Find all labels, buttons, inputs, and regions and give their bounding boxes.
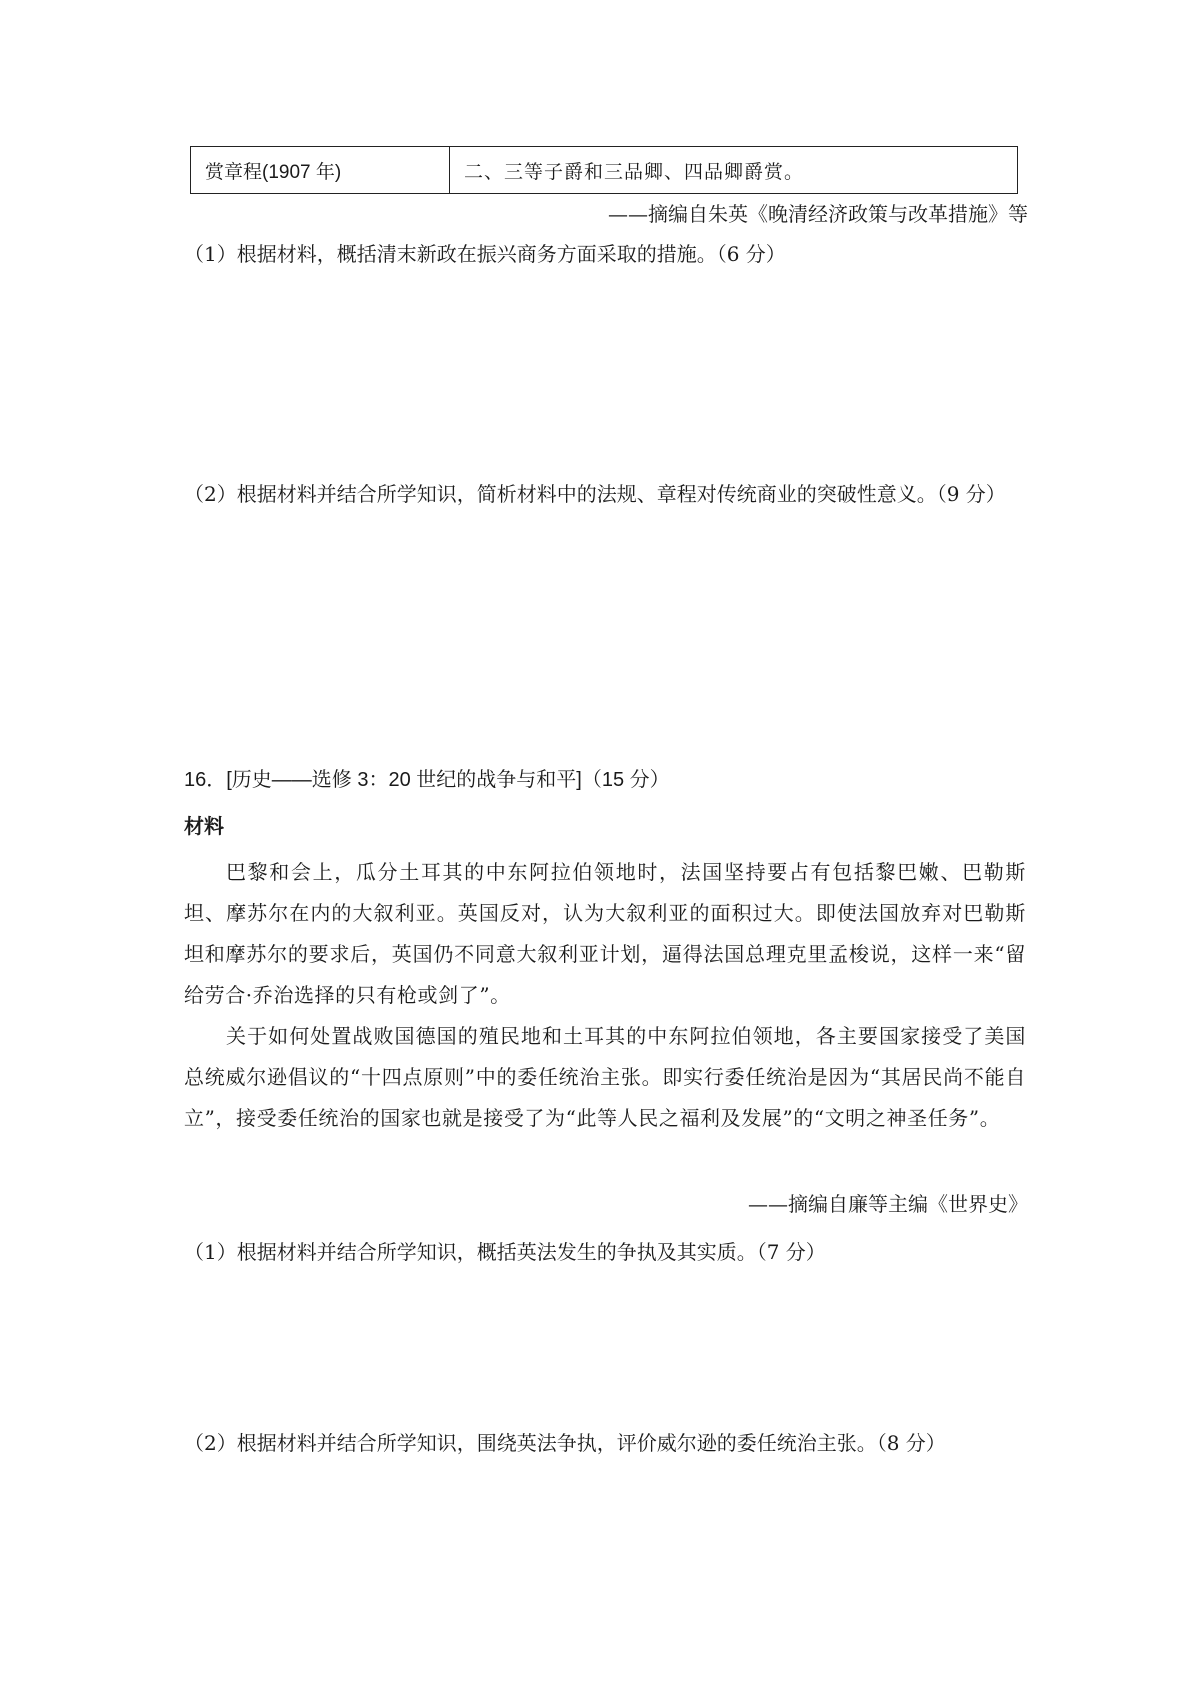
table-row [191,147,1018,194]
source-citation-2: ——摘编自廉等主编《世界史》 [748,1192,1028,1216]
question-16-2: （2）根据材料并结合所学知识，围绕英法争执，评价威尔逊的委任统治主张。（8 分） [184,1431,946,1455]
question-15-2: （2）根据材料并结合所学知识，简析材料中的法规、章程对传统商业的突破性意义。（9 分） [184,482,1006,506]
continued-table [190,146,1018,194]
table-cell-left: 赏章程(1907 年) [191,147,450,194]
question-15-1: （1）根据材料，概括清末新政在振兴商务方面采取的措施。（6 分） [184,242,786,266]
material-paragraph-2: 关于如何处置战败国德国的殖民地和土耳其的中东阿拉伯领地，各主要国家接受了美国总统威尔逊倡议的“十四点原则”中的委任统治主张。即实行委任统治是因为“其居民尚不能自立”，接受委任统治的国家也就是接受了为“此等人民之福利及发展”的“文明之神圣任务”。 [184,1024,1026,1130]
table-cell-right: 二、三等子爵和三品卿、四品卿爵赏。 [450,147,1018,194]
question-16-heading: 16．[历史——选修 3：20 世纪的战争与和平]（15 分） [184,769,670,791]
source-citation-1: ——摘编自朱英《晚清经济政策与改革措施》等 [608,202,1028,226]
question-16-1: （1）根据材料并结合所学知识，概括英法发生的争执及其实质。（7 分） [184,1240,826,1264]
material-label: 材料 [184,816,224,838]
material-paragraph-1: 巴黎和会上，瓜分土耳其的中东阿拉伯领地时，法国坚持要占有包括黎巴嫩、巴勒斯坦、摩苏尔在内的大叙利亚。英国反对，认为大叙利亚的面积过大。即使法国放弃对巴勒斯坦和摩苏尔的要求后，英国仍不同意大叙利亚计划，逼得法国总理克里孟梭说，这样一来“留给劳合·乔治选择的只有枪或剑了”。 [184,860,1026,1007]
